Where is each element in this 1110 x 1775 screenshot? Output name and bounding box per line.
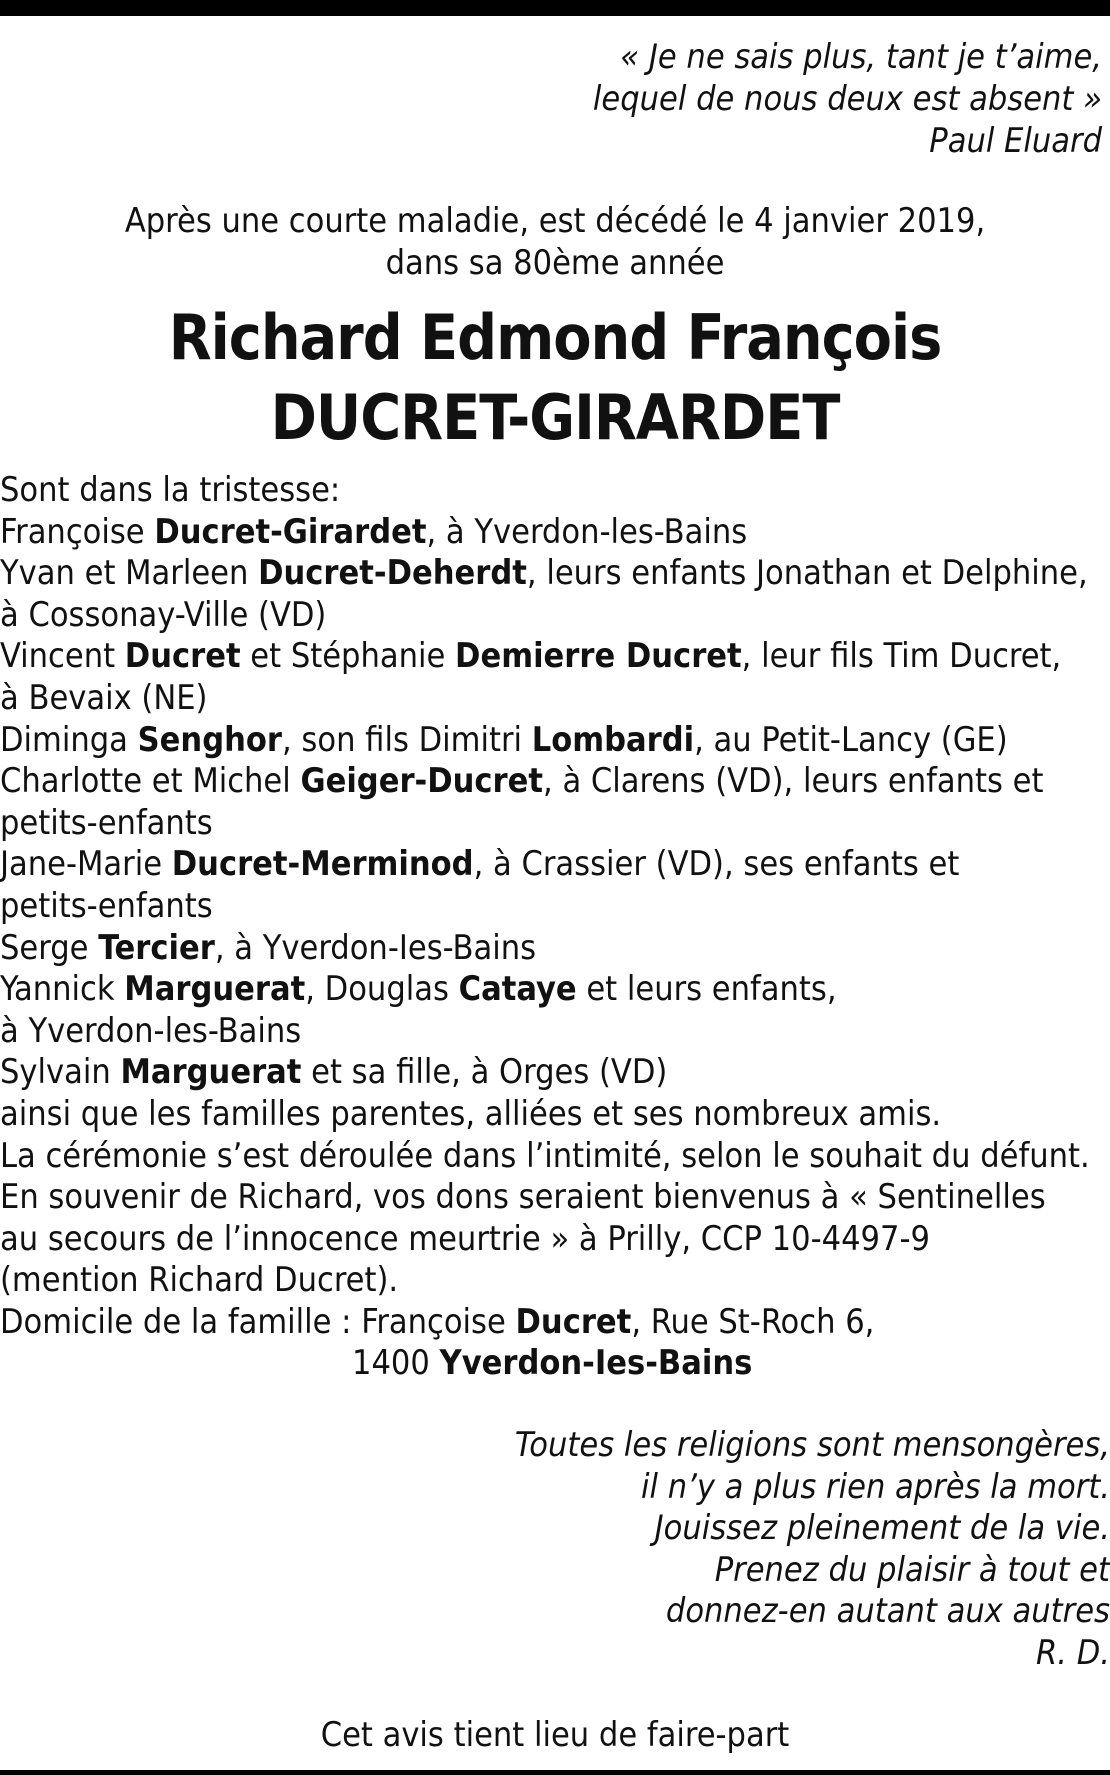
quote-line-2: lequel de nous deux est absent » [592,79,1102,119]
family-address-city: 1400 Yverdon-Ies-Bains [352,1343,753,1384]
ceremony-line: La cérémonie s’est déroulée dans l’intimité, selon le souhait du défunt. [0,1135,1090,1176]
deceased-surname: DUCRET-GIRARDET [270,381,840,454]
mourner-line: Françoise Ducret-Girardet, à Yverdon-les-Bains [0,511,748,552]
footer-note: Cet avis tient lieu de faire-part [320,1715,790,1755]
mourner-line: petits-enfants [0,802,213,843]
mourner-line: à Cossonay-Ville (VD) [0,594,327,635]
mourner-line: Serge Tercier, à Yverdon-Ies-Bains [0,927,537,968]
mourner-line: Sylvain Marguerat et sa fille, à Orges (VD) [0,1052,668,1093]
intro-line-1: Après une courte maladie, est décédé le 4 janvier 2019, [124,201,986,241]
mourner-line: à Yverdon-les-Bains [0,1010,302,1051]
epitaph-line: Prenez du plaisir à tout et [714,1549,1110,1590]
mourner-line: Jane-Marie Ducret-Merminod, à Crassier (VD), ses enfants et [0,844,960,885]
mourner-line: petits-enfants [0,885,213,926]
epitaph-line: Toutes les religions sont mensongères, [514,1425,1110,1465]
deceased-given-names: Richard Edmond François [168,301,942,374]
donation-line: au secours de l’innocence meurtrie » à Prilly, CCP 10-4497-9 [0,1218,930,1259]
deceased-name [0,298,1110,458]
epitaph-line: Jouissez pleinement de la vie. [654,1508,1110,1548]
donation-line: (mention Richard Ducret). [0,1260,399,1301]
mourner-line: à Bevaix (NE) [0,677,208,718]
mourner-line: Charlotte et Michel Geiger-Ducret, à Clarens (VD), leurs enfants et [0,761,1044,802]
donation-line: En souvenir de Richard, vos dons seraient bienvenus à « Sentinelles [0,1177,1046,1218]
epitaph [410,1425,1110,1674]
mourner-line: Yannick Marguerat, Douglas Cataye et leurs enfants, [0,969,837,1010]
epitaph-line: donnez-en autant aux autres [665,1591,1110,1631]
mourners-list [0,470,1110,1385]
mourners-heading: Sont dans la tristesse: [0,470,341,510]
intro-line-2: dans sa 80ème année [385,243,725,283]
mourner-line: Yvan et Marleen Ducret-Deherdt, leurs enfants Jonathan et Delphine, [0,553,1088,594]
top-border [0,0,1110,16]
epitaph-line: il n’y a plus rien après la mort. [641,1466,1110,1507]
family-address: Domicile de la famille : Françoise Ducret, Rue St-Roch 6, [0,1301,875,1342]
quote-line-1: « Je ne sais plus, tant je t’aime, [620,37,1102,77]
closing-line: ainsi que les familles parentes, alliées et ses nombreux amis. [0,1093,942,1134]
mourner-line: Vincent Ducret et Stéphanie Demierre Ducret, leur fils Tim Ducret, [0,636,1062,677]
epitaph-signature: R. D. [1036,1632,1110,1673]
bottom-border [0,1770,1110,1775]
mourner-line: Diminga Senghor, son fils Dimitri Lombardi, au Petit-Lancy (GE) [0,719,1008,760]
quote-author: Paul Eluard [929,121,1102,161]
opening-quote [402,36,1102,162]
death-announcement [0,200,1110,284]
